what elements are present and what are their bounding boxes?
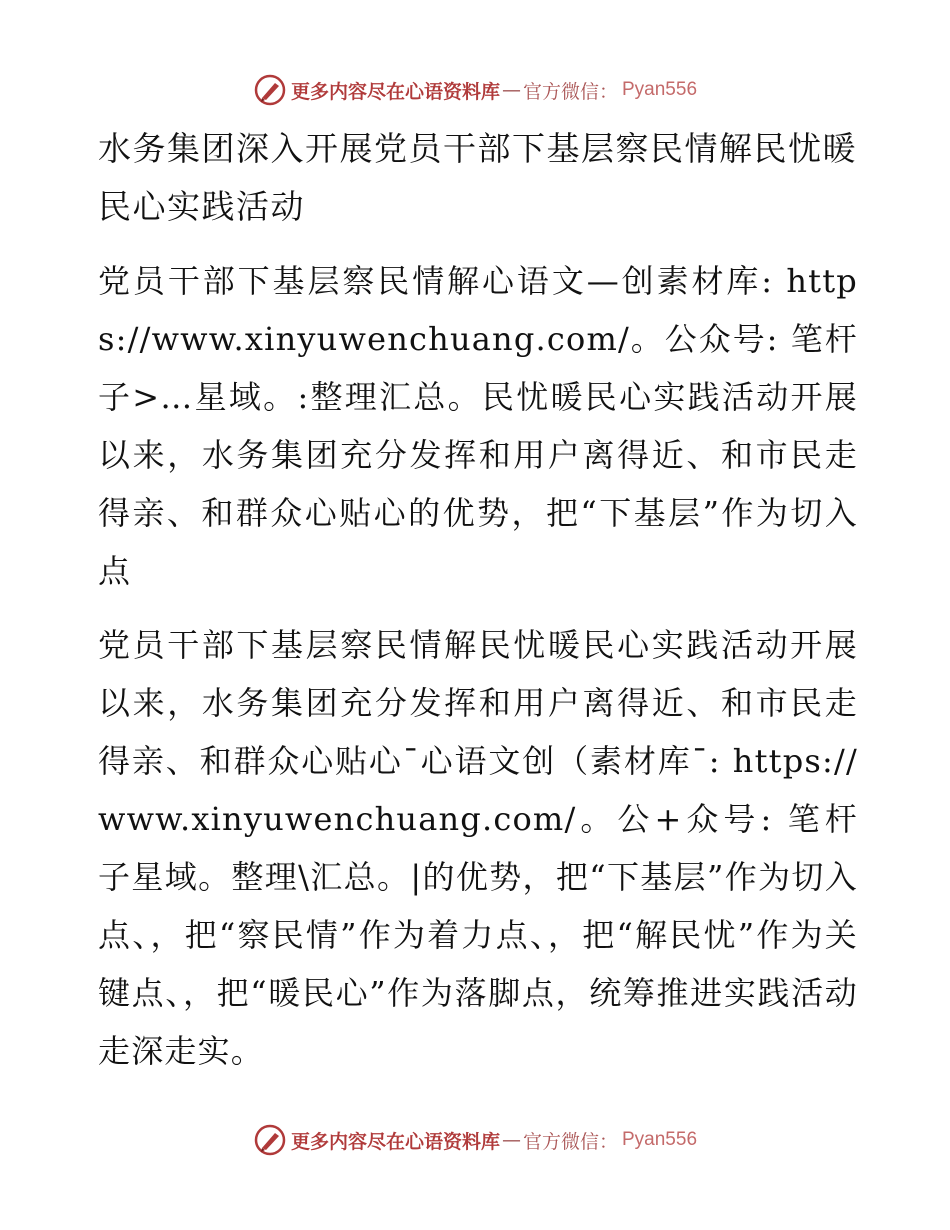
paragraph-2: 党员干部下基层察民情解民忧暖民心实践活动开展以来，水务集团充分发挥和用户离得近、和市民走得亲、和群众心贴心¯心语文创（素材库¯: https://www.xinyuwenchuang.com/。公+众号: 笔杆子星域。整理\汇总。|的优势，把“下基层”作为切入点、，把“察民情”作为着力点、，把“解民忧”作为关键点、，把“暖民心”作为落脚点，统筹推进实践活动走深走实。 <box>98 626 858 1070</box>
document-body <box>98 120 858 1096</box>
pen-logo-icon <box>253 1123 287 1157</box>
pen-logo-icon <box>253 73 287 107</box>
footer-contact-label: 官方微信： <box>522 1130 618 1153</box>
header-wechat-id: Pyan556 <box>622 79 698 100</box>
header-contact-label: 官方微信： <box>522 80 618 103</box>
document-title: 水务集团深入开展党员干部下基层察民情解民忧暖民心实践活动 <box>98 129 857 226</box>
footer-banner <box>0 1120 950 1160</box>
footer-brand-text: 更多内容尽在心语资料库 <box>290 1130 500 1153</box>
footer-dash: — <box>501 1129 521 1151</box>
paragraph-1: 党员干部下基层察民情解心语文—创素材库: https://www.xinyuwenchuang.com/。公众号: 笔杆子>…星域。:整理汇总。民忧暖民心实践活动开展以来，水务集团充分发挥和用户离得近、和市民走得亲、和群众心贴心的优势，把“下基层”作为切入点 <box>98 262 858 590</box>
header-banner <box>0 70 950 110</box>
footer-wechat-id: Pyan556 <box>622 1129 698 1150</box>
header-dash: — <box>501 79 521 101</box>
header-brand-text: 更多内容尽在心语资料库 <box>290 80 500 103</box>
